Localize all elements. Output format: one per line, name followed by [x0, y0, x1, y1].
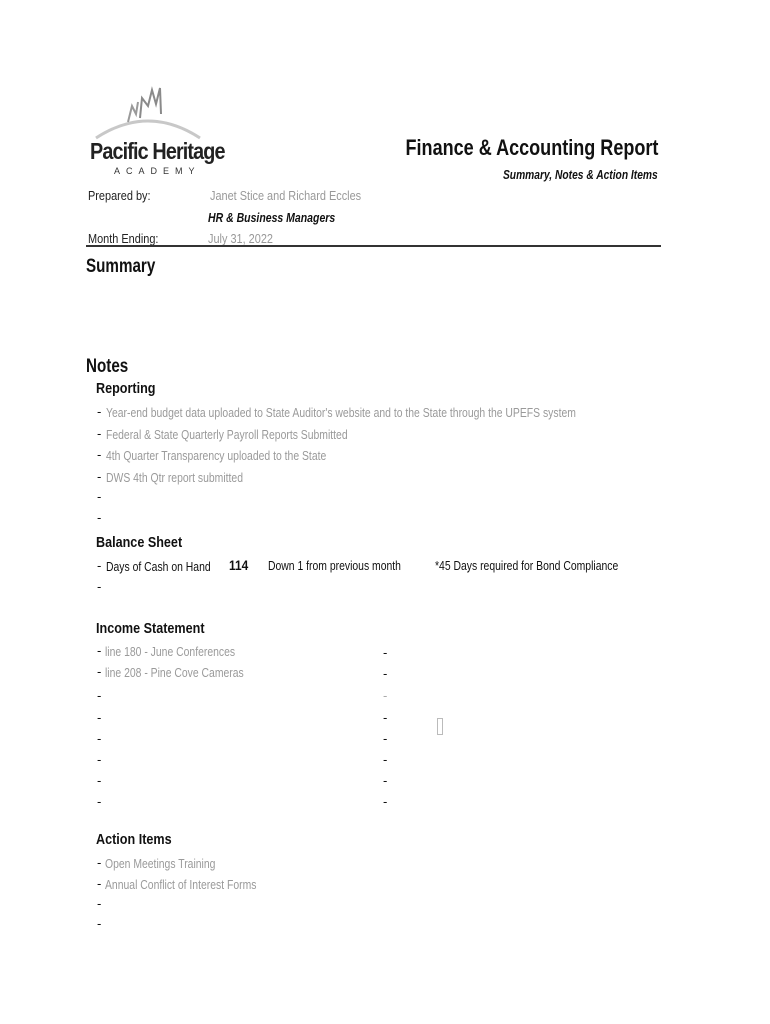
- empty-checkbox-glyph: [437, 718, 443, 735]
- bond-compliance-note: *45 Days required for Bond Compliance: [435, 558, 619, 573]
- bullet: -: [97, 710, 102, 725]
- bullet: -: [383, 752, 388, 767]
- reporting-item: Year-end budget data uploaded to State Auditor's website and to the State through the UPEFS system: [106, 405, 576, 420]
- report-subtitle: Summary, Notes & Action Items: [503, 168, 658, 182]
- balance-sheet-heading: Balance Sheet: [96, 534, 183, 551]
- bullet: -: [97, 731, 102, 746]
- bullet: -: [97, 876, 102, 891]
- reporting-item: Federal & State Quarterly Payroll Reports Submitted: [106, 427, 348, 442]
- prepared-by-value: Janet Stice and Richard Eccles: [210, 188, 362, 203]
- bullet: -: [383, 731, 388, 746]
- cash-on-hand-value: 114: [229, 557, 249, 573]
- action-item: Annual Conflict of Interest Forms: [105, 877, 257, 892]
- reporting-heading: Reporting: [96, 380, 156, 397]
- income-item: line 208 - Pine Cove Cameras: [105, 665, 244, 680]
- bullet: -: [97, 773, 102, 788]
- bullet: -: [383, 710, 388, 725]
- bullet: -: [97, 794, 102, 809]
- bullet: -: [383, 666, 388, 681]
- bullet: -: [383, 645, 388, 660]
- notes-heading: Notes: [86, 356, 129, 377]
- cash-change-note: Down 1 from previous month: [268, 558, 401, 573]
- bullet: -: [383, 773, 388, 788]
- action-item: Open Meetings Training: [105, 856, 216, 871]
- action-items-heading: Action Items: [96, 831, 172, 848]
- bullet: -: [97, 558, 102, 573]
- month-ending-label: Month Ending:: [88, 231, 159, 246]
- role-label: HR & Business Managers: [208, 211, 336, 225]
- bullet: -: [97, 643, 102, 658]
- bullet: -: [97, 469, 102, 484]
- bullet: -: [97, 579, 102, 594]
- report-title: Finance & Accounting Report: [405, 135, 658, 160]
- cash-on-hand-label: Days of Cash on Hand: [106, 559, 211, 574]
- bullet: -: [97, 404, 102, 419]
- bullet: -: [97, 447, 102, 462]
- bullet: -: [383, 794, 388, 809]
- reporting-item: DWS 4th Qtr report submitted: [106, 470, 243, 485]
- income-statement-heading: Income Statement: [96, 620, 205, 637]
- bullet: -: [383, 688, 388, 703]
- bullet: -: [97, 916, 102, 931]
- month-ending-value: July 31, 2022: [208, 231, 273, 246]
- bullet: -: [97, 896, 102, 911]
- bullet: -: [97, 426, 102, 441]
- summary-heading: Summary: [86, 256, 156, 277]
- header-divider: [86, 245, 661, 247]
- prepared-by-label: Prepared by:: [88, 188, 151, 203]
- reporting-item: 4th Quarter Transparency uploaded to the State: [106, 448, 327, 463]
- logo-subtitle: ACADEMY: [114, 166, 201, 176]
- bullet: -: [97, 752, 102, 767]
- bullet: -: [97, 688, 102, 703]
- bullet: -: [97, 510, 102, 525]
- logo-wordmark: Pacific Heritage: [90, 138, 225, 164]
- bullet: -: [97, 489, 102, 504]
- income-item: line 180 - June Conferences: [105, 644, 236, 659]
- bullet: -: [97, 664, 102, 679]
- bullet: -: [97, 855, 102, 870]
